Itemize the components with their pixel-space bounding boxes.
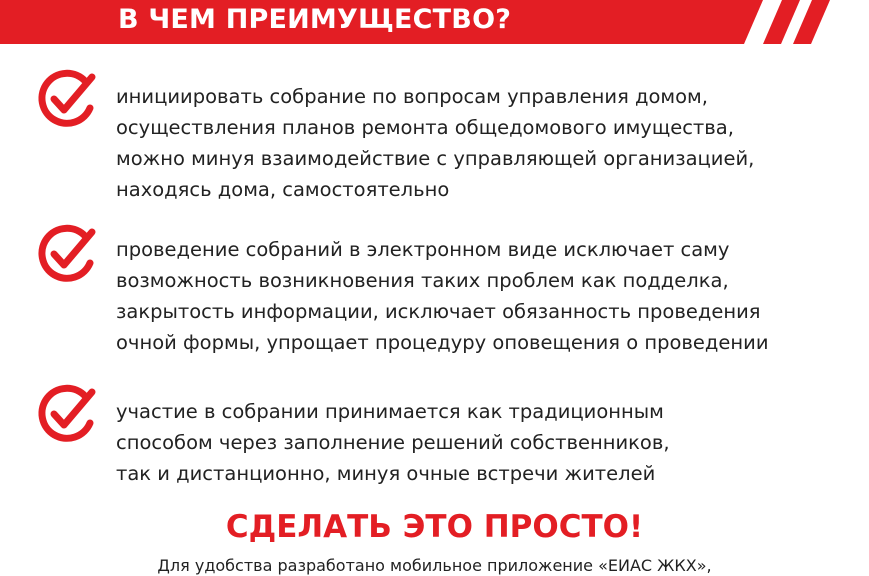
stripe-decoration xyxy=(793,0,830,44)
benefit-line: возможность возникновения таких проблем как подделка, xyxy=(116,269,729,292)
benefit-line: инициировать собрание по вопросам управления домом, xyxy=(116,85,708,108)
benefit-line: способом через заполнение решений собственников, xyxy=(116,431,670,454)
header-banner xyxy=(0,0,869,44)
benefit-text xyxy=(116,396,861,489)
stripe-decoration xyxy=(763,0,800,44)
check-circle-icon xyxy=(33,68,103,128)
cta-heading: СДЕЛАТЬ ЭТО ПРОСТО! xyxy=(225,509,644,545)
benefit-line: закрытость информации, исключает обязанность проведения xyxy=(116,300,761,323)
benefit-text xyxy=(116,234,861,358)
check-circle-icon xyxy=(33,383,103,443)
benefit-line: очной формы, упрощает процедуру оповещения о проведении xyxy=(116,331,769,354)
benefit-line: так и дистанционно, минуя очные встречи жителей xyxy=(116,462,656,485)
check-circle-icon xyxy=(33,223,103,283)
benefit-line: проведение собраний в электронном виде исключает саму xyxy=(116,238,730,261)
page-title: В ЧЕМ ПРЕИМУЩЕСТВО? xyxy=(118,4,512,35)
benefit-line: находясь дома, самостоятельно xyxy=(116,178,450,201)
benefit-text xyxy=(116,81,861,205)
benefit-line: осуществления планов ремонта общедомового имущества, xyxy=(116,116,734,139)
app-note: Для удобства разработано мобильное приложение «ЕИАС ЖКХ», xyxy=(157,556,712,575)
benefit-line: можно минуя взаимодействие с управляющей организацией, xyxy=(116,147,755,170)
benefit-line: участие в собрании принимается как традиционным xyxy=(116,400,664,423)
